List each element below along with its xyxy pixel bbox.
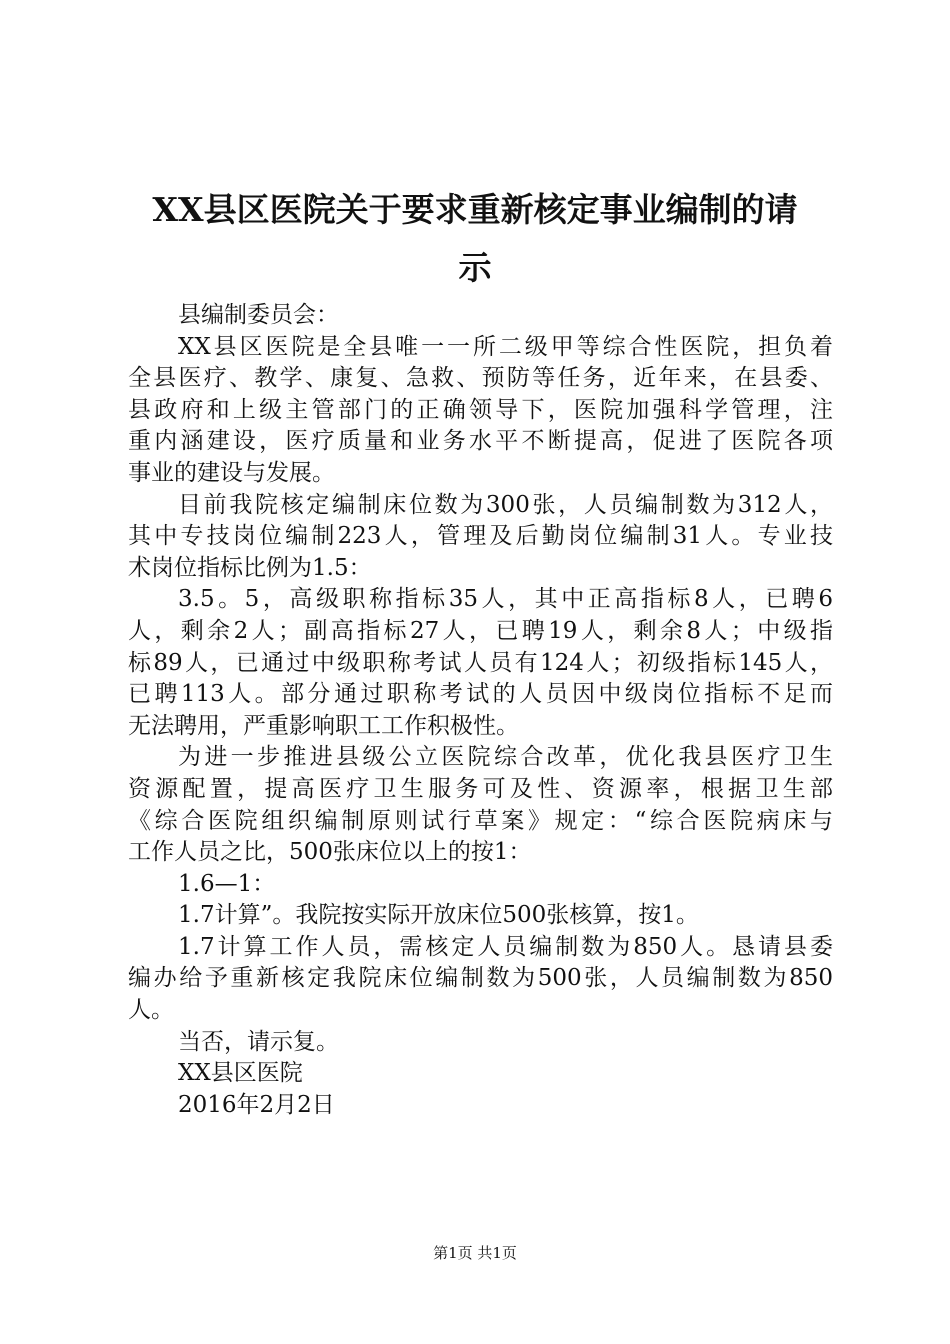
body-line: 当否，请示复。 (178, 1028, 339, 1055)
body-line: XX县区医院 (178, 1060, 303, 1087)
body-line: XX县区医院是全县唯一一所二级甲等综合性医院，担负着 (178, 333, 833, 360)
body-line: 1.7计算”。我院按实际开放床位500张核算，按1。 (178, 902, 699, 929)
body-line: 3.5。5，高级职称指标35人，其中正高指标8人，已聘6 (178, 586, 833, 613)
body-line: 为进一步推进县级公立医院综合改革，优化我县医疗卫生 (178, 744, 833, 771)
body-line: 人，剩余2人；副高指标27人，已聘19人，剩余8人；中级指 (128, 617, 833, 644)
body-line: 其中专技岗位编制223人，管理及后勤岗位编制31人。专业技 (128, 523, 833, 550)
body-line: 1.7计算工作人员，需核定人员编制数为850人。恳请县委 (178, 933, 833, 960)
body-line: 已聘113人。部分通过职称考试的人员因中级岗位指标不足而 (128, 681, 833, 708)
body-line: 《综合医院组织编制原则试行草案》规定：“综合医院病床与 (128, 807, 833, 834)
body-line: 人。 (128, 997, 174, 1024)
document-title-line-2: 示 (458, 248, 492, 287)
body-line: 目前我院核定编制床位数为300张，人员编制数为312人， (178, 491, 833, 518)
body-line: 资源配置，提高医疗卫生服务可及性、资源率，根据卫生部 (128, 775, 833, 802)
body-line: 全县医疗、教学、康复、急救、预防等任务，近年来，在县委、 (128, 365, 833, 392)
body-line: 事业的建设与发展。 (128, 459, 335, 486)
document-body (128, 300, 833, 1121)
page-footer: 第1页 共1页 (433, 1244, 517, 1262)
body-line: 标89人，已通过中级职称考试人员有124人；初级指标145人， (128, 649, 833, 676)
body-line: 县政府和上级主管部门的正确领导下，医院加强科学管理，注 (128, 396, 833, 423)
body-line: 编办给予重新核定我院床位编制数为500张，人员编制数为850 (128, 965, 833, 992)
document-title-line-1: XX县区医院关于要求重新核定事业编制的请 (152, 190, 798, 229)
body-line: 2016年2月2日 (178, 1091, 335, 1118)
body-line: 工作人员之比，500张床位以上的按1： (128, 839, 532, 866)
body-line: 1.6—1： (178, 870, 276, 897)
body-line: 无法聘用，严重影响职工工作积极性。 (128, 712, 519, 739)
body-line: 重内涵建设，医疗质量和业务水平不断提高，促进了医院各项 (128, 428, 833, 455)
body-line: 县编制委员会： (178, 302, 339, 328)
body-line: 术岗位指标比例为1.5： (128, 554, 372, 581)
